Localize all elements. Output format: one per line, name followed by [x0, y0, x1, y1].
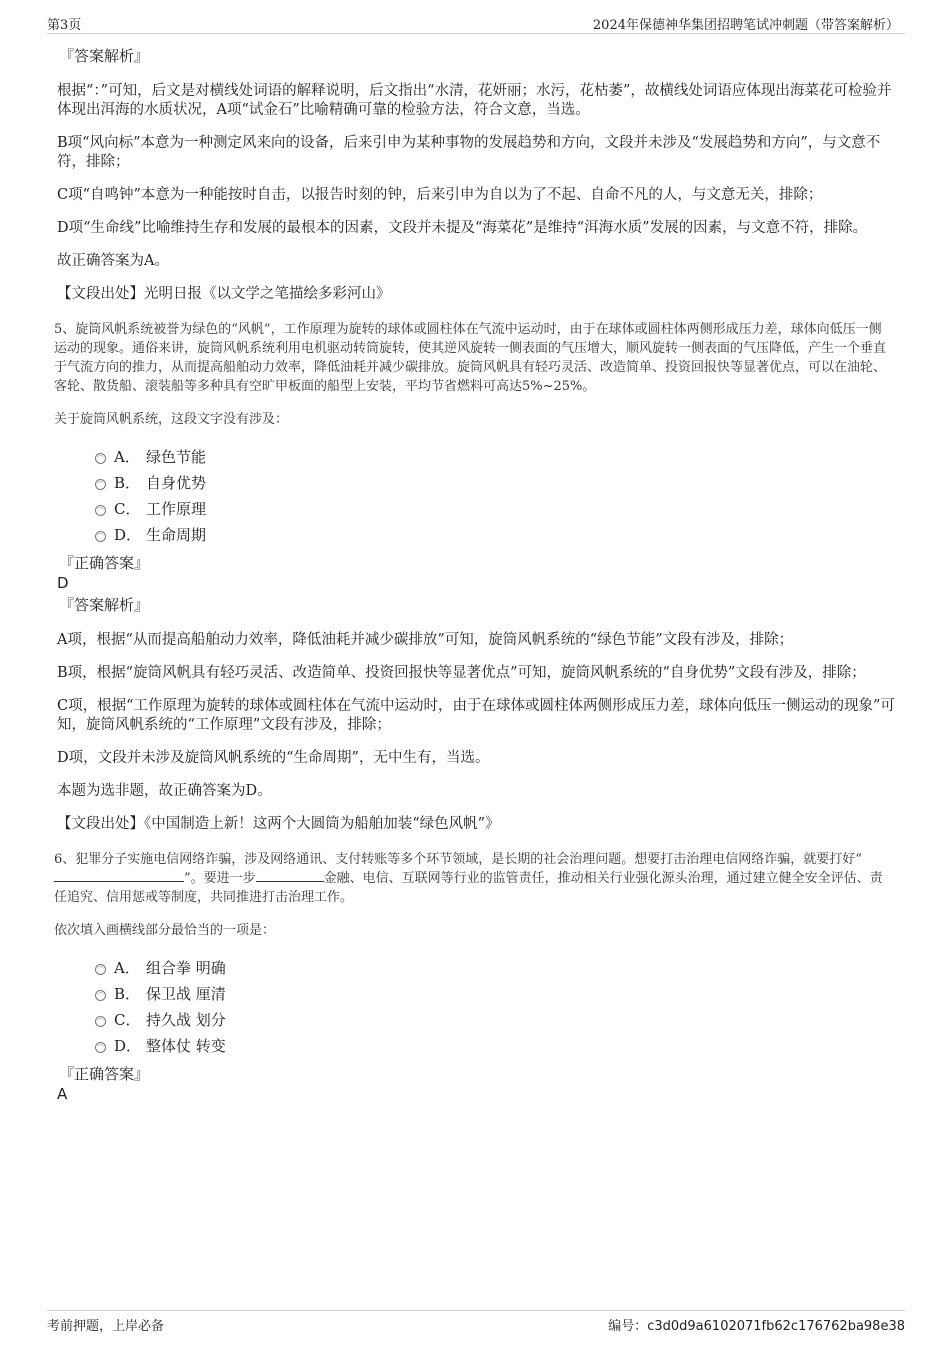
answer-block [57, 1064, 897, 1104]
analysis-paragraph: B项，根据“旋筒风帆具有轻巧灵活、改造简单、投资回报快等显著优点”可知，旋筒风帆系统的“自身优势”文段有涉及，排除； [57, 665, 866, 681]
option-letter: D． [114, 1036, 142, 1055]
option-letter: B． [114, 473, 141, 492]
answer-block [57, 553, 897, 615]
analysis-label: 『答案解析』 [59, 47, 150, 65]
analysis-conclusion: 本题为选非题，故正确答案为D。 [57, 783, 272, 799]
source-citation: 【文段出处】《中国制造上新！这两个大圆筒为船舶加装“绿色风帆”》 [57, 816, 500, 832]
correct-answer-label: 『正确答案』 [59, 554, 150, 572]
option-text: 组合拳 明确 [146, 958, 226, 977]
radio-icon[interactable] [95, 1042, 106, 1053]
analysis-paragraph: D项，文段并未涉及旋筒风帆系统的“生命周期”，无中生有，当选。 [57, 750, 490, 766]
option-c[interactable] [95, 1006, 897, 1032]
footer-slogan: 考前押题，上岸必备 [47, 1319, 165, 1334]
analysis-paragraph: A项，根据“从而提高船舶动力效率，降低油耗并减少碳排放”可知，旋筒风帆系统的“绿色节能”文段有涉及，排除； [57, 632, 794, 648]
option-letter: C． [114, 499, 141, 518]
radio-icon[interactable] [95, 505, 106, 516]
radio-icon[interactable] [95, 531, 106, 542]
question-text [54, 850, 894, 907]
correct-answer-label: 『正确答案』 [59, 1065, 150, 1083]
page-footer [47, 1310, 905, 1334]
radio-icon[interactable] [95, 990, 106, 1001]
analysis-conclusion: 故正确答案为A。 [57, 253, 169, 269]
source-citation: 【文段出处】光明日报《以文学之笔描绘多彩河山》 [57, 286, 391, 302]
question-prompt: 依次填入画横线部分最恰当的一项是： [54, 923, 276, 938]
option-d[interactable] [95, 1032, 897, 1058]
option-letter: A． [114, 958, 140, 977]
question-text-part: 金融、电信、互联网等行业的监管责任，推动相关行业强化源头治理，通过建立健全安全评估、责任追究、信用惩戒等制度，共同推进打击治理工作。 [54, 871, 883, 905]
option-c[interactable] [95, 495, 897, 521]
analysis-paragraph: D项“生命线”比喻维持生存和发展的最根本的因素，文段并未提及“海菜花”是维持“洱海水质”发展的因素，与文意不符，排除。 [57, 220, 868, 236]
option-b[interactable] [95, 980, 897, 1006]
option-letter: A． [114, 447, 140, 466]
option-text: 工作原理 [146, 499, 207, 518]
analysis-paragraph: B项“风向标”本意为一种测定风来向的设备，后来引申为某种事物的发展趋势和方向，文段并未涉及“发展趋势和方向”，与文意不符，排除； [57, 135, 881, 170]
option-a[interactable] [95, 954, 897, 980]
correct-answer: D [57, 574, 69, 592]
document-title: 2024年保德神华集团招聘笔试冲刺题（带答案解析） [592, 18, 899, 33]
option-letter: D． [114, 525, 142, 544]
option-text: 绿色节能 [146, 447, 207, 466]
options-list [95, 954, 897, 1058]
code-value: c3d0d9a6102071fb62c176762ba98e38 [647, 1319, 905, 1334]
code-label: 编号： [608, 1319, 648, 1334]
radio-icon[interactable] [95, 453, 106, 464]
analysis-paragraph: 根据“：”可知，后文是对横线处词语的解释说明，后文指出“水清，花妍丽；水污，花枯萎”，故横线处词语应体现出海菜花可检验并体现出洱海的水质状况，A项“试金石”比喻精确可靠的检验方法，符合文意，当选。 [57, 83, 892, 118]
radio-icon[interactable] [95, 479, 106, 490]
question-prompt: 关于旋筒风帆系统，这段文字没有涉及： [54, 412, 289, 427]
radio-icon[interactable] [95, 1016, 106, 1027]
question-text-part: 6、犯罪分子实施电信网络诈骗，涉及网络通讯、支付转账等多个环节领域，是长期的社会治理问题。想要打击治理电信网络诈骗，就要打好“ [54, 852, 862, 867]
correct-answer: A [57, 1085, 68, 1103]
option-text: 持久战 划分 [146, 1010, 226, 1029]
prev-analysis-section [57, 46, 897, 304]
option-letter: C． [114, 1010, 141, 1029]
option-d[interactable] [95, 521, 897, 547]
option-a[interactable] [95, 443, 897, 469]
page-number: 第3页 [47, 18, 82, 33]
document-code [608, 1315, 905, 1334]
fill-blank [54, 869, 184, 882]
option-text: 整体仗 转变 [146, 1036, 226, 1055]
option-text: 生命周期 [146, 525, 207, 544]
page-header [47, 14, 905, 34]
option-b[interactable] [95, 469, 897, 495]
question-text: 5、旋筒风帆系统被誉为绿色的“风帆”，工作原理为旋转的球体或圆柱体在气流中运动时，由于在球体或圆柱体两侧形成压力差，球体向低压一侧运动的现象。通俗来讲，旋筒风帆系统利用电机驱动转筒旋转，使其逆风旋转一侧表面的气压增大，顺风旋转一侧表面的气压降低，产生一个垂直于气流方向的推力，从而提高船舶动力效率，降低油耗并减少碳排放。旋筒风帆具有轻巧灵活、改造简单、投资回报快等显著优点，可以在油轮、客轮、散货船、滚装船等多种具有空旷甲板面的船型上安装，平均节省燃料可高达5%~25%。 [54, 322, 887, 394]
main-content [54, 46, 897, 1104]
analysis-paragraph: C项“自鸣钟”本意为一种能按时自击，以报告时刻的钟，后来引申为自以为了不起、自命不凡的人，与文意无关，排除； [57, 187, 823, 203]
fill-blank [256, 869, 324, 882]
option-text: 保卫战 厘清 [146, 984, 226, 1003]
question-6 [54, 850, 897, 1104]
analysis-label: 『答案解析』 [59, 596, 150, 614]
question-text-part: ”。要进一步 [184, 871, 256, 886]
option-text: 自身优势 [146, 473, 207, 492]
question-5 [54, 320, 897, 834]
option-letter: B． [114, 984, 141, 1003]
radio-icon[interactable] [95, 964, 106, 975]
analysis-paragraph: C项，根据“工作原理为旋转的球体或圆柱体在气流中运动时，由于在球体或圆柱体两侧形成压力差，球体向低压一侧运动的现象”可知，旋筒风帆系统的“工作原理”文段有涉及，排除； [57, 698, 895, 733]
options-list [95, 443, 897, 547]
